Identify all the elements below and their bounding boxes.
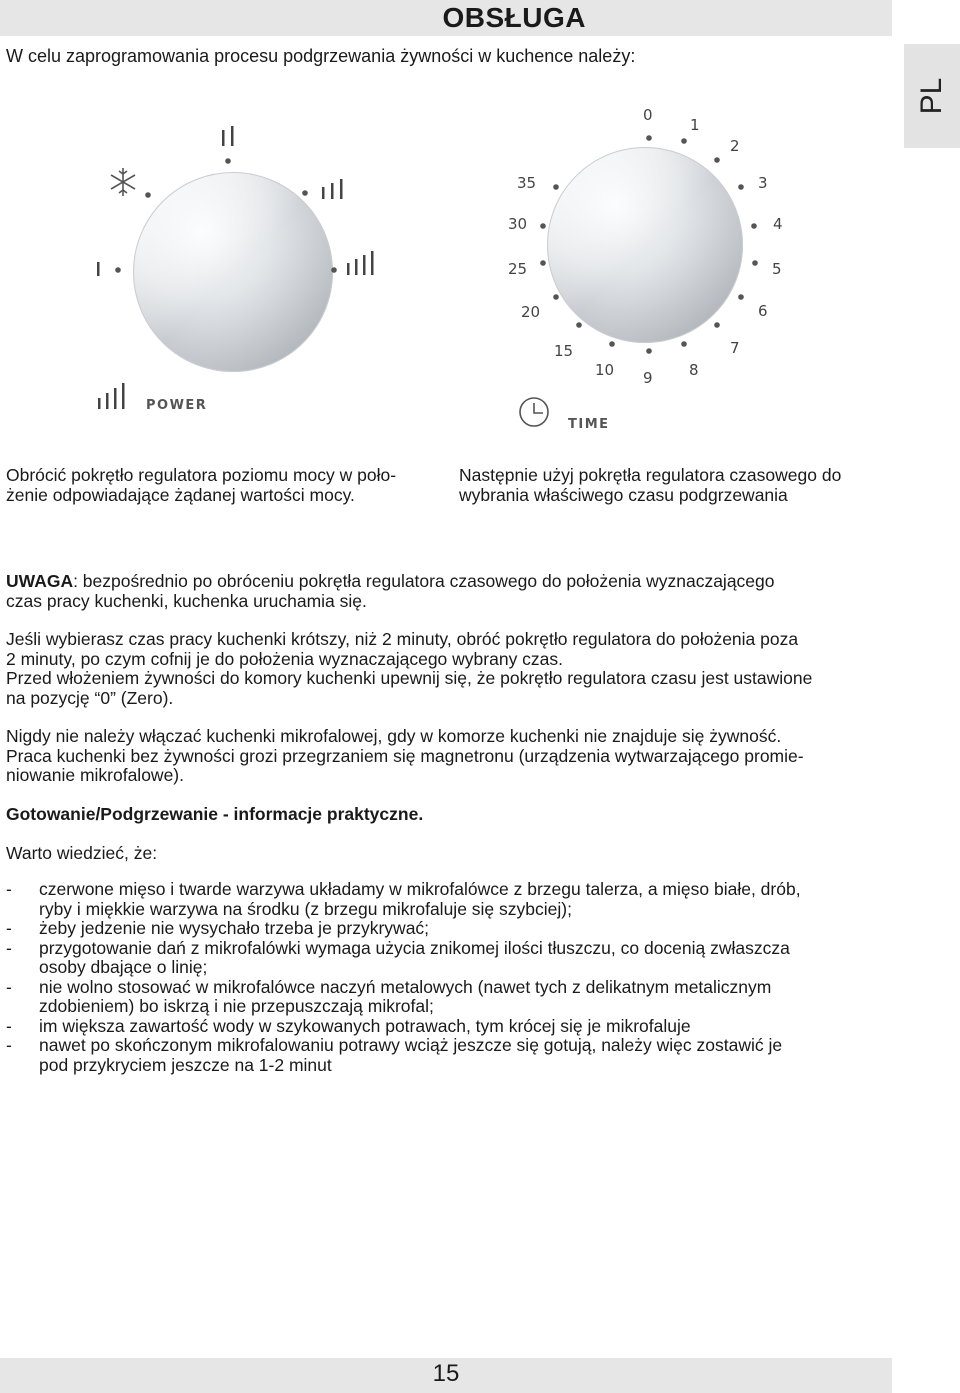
timer-mark: 0	[643, 106, 653, 124]
power-level-2-icon	[222, 126, 234, 146]
page-number: 15	[432, 1360, 460, 1387]
timer-mark: 4	[773, 215, 783, 233]
timer-mark: 8	[689, 361, 699, 379]
list-item	[6, 919, 906, 939]
list-item	[6, 939, 906, 978]
timer-mark: 2	[730, 137, 740, 155]
power-knob[interactable]	[133, 172, 333, 372]
list-item-text: zdobieniem) bo iskrzą i nie przepuszczają mikrofal;	[39, 996, 434, 1016]
list-bullet: -	[6, 976, 12, 997]
safety-paragraph: Nigdy nie należy włączać kuchenki mikrofalowej, gdy w komorze kuchenki nie znajduje się żywność. Praca kuchenki bez żywności grozi przegrzaniem się magnetronu (urządzenia wytwarzającego promie- niowanie mikrofalowe).	[6, 726, 804, 785]
timer-mark: 10	[595, 361, 615, 379]
list-item-text: osoby dbające o linię;	[39, 957, 208, 977]
power-level-4-icon	[347, 251, 374, 275]
short-time-paragraph: Jeśli wybierasz czas pracy kuchenki krótszy, niż 2 minuty, obróć pokrętło regulatora do położenia poza 2 minuty, po czym cofnij je do położenia wyznaczającego wybrany czas. Przed włożeniem żywności do komory kuchenki upewnij się, że pokrętło regulatora czasu jest ustawione na pozycję “0” (Zero).	[6, 629, 813, 708]
list-item-text: im większa zawartość wody w szykowanych potrawach, tym krócej się je mikrofaluje	[39, 1015, 691, 1036]
timer-mark: 25	[508, 260, 528, 278]
timer-knob[interactable]	[547, 147, 743, 343]
list-item	[6, 1036, 906, 1075]
timer-mark: 5	[772, 260, 782, 278]
list-item	[6, 1017, 906, 1037]
list-item	[6, 978, 906, 1017]
power-level-3-icon	[322, 179, 343, 199]
list-bullet: -	[6, 937, 12, 958]
control-knobs-illustration	[0, 96, 892, 446]
timer-mark: 6	[758, 302, 768, 320]
list-item-text: nie wolno stosować w mikrofalówce naczyń metalowych (nawet tych z delikatnym metalicznym	[39, 976, 772, 997]
list-item-text: pod przykryciem jeszcze na 1-2 minut	[39, 1054, 332, 1075]
language-tab	[904, 44, 960, 148]
snowflake-icon	[111, 168, 135, 196]
list-item-text: czerwone mięso i twarde warzywa układamy w mikrofalówce z brzegu talerza, a mięso białe, drób,	[39, 879, 801, 899]
warning-label: UWAGA	[6, 571, 74, 591]
timer-mark: 15	[554, 342, 574, 360]
list-item-text: żeby jedzenie nie wysychało trzeba je przykrywać;	[39, 918, 430, 938]
timer-mark: 3	[758, 174, 768, 192]
list-lead: Warto wiedzieć, że:	[6, 843, 158, 863]
timer-mark: 30	[508, 215, 528, 233]
timer-mark: 9	[643, 369, 653, 387]
clock-icon	[520, 398, 548, 426]
timer-mark: 7	[730, 339, 740, 357]
section-heading: Gotowanie/Podgrzewanie - informacje praktyczne.	[6, 804, 424, 824]
intro-text: W celu zaprogramowania procesu podgrzewania żywności w kuchence należy:	[6, 46, 636, 66]
list-bullet: -	[6, 1015, 12, 1036]
power-caption: Obrócić pokrętło regulatora poziomu mocy w poło- żenie odpowiadające żądanej wartości mocy.	[6, 465, 397, 505]
power-label: POWER	[146, 398, 208, 413]
list-bullet: -	[6, 918, 12, 938]
list-item	[6, 880, 906, 919]
timer-mark: 1	[690, 116, 700, 134]
power-level-low-icon	[97, 262, 100, 276]
page-title: OBSŁUGA	[442, 2, 586, 33]
power-level-icon	[98, 383, 125, 409]
list-item-text: przygotowanie dań z mikrofalówki wymaga użycia znikomej ilości tłuszczu, co docenią zwłaszcza	[39, 937, 790, 958]
list-bullet: -	[6, 1035, 12, 1055]
time-label: TIME	[568, 417, 610, 432]
language-label: PL	[915, 77, 948, 115]
list-item-text: nawet po skończonym mikrofalowaniu potrawy wciąż jeszcze się gotują, należy więc zostawić je	[39, 1035, 783, 1055]
timer-mark: 20	[521, 303, 541, 321]
list-bullet: -	[6, 879, 12, 899]
warning-paragraph: UWAGA: bezpośrednio po obróceniu pokrętła regulatora czasowego do położenia wyznaczającego czas pracy kuchenki, kuchenka uruchamia się.	[6, 571, 775, 611]
timer-mark: 35	[517, 174, 537, 192]
tips-list	[6, 880, 906, 1075]
list-item-text: ryby i miękkie warzywa na środku (z brzegu mikrofaluje się szybciej);	[39, 898, 572, 919]
timer-caption: Następnie użyj pokrętła regulatora czasowego do wybrania właściwego czasu podgrzewania	[459, 465, 842, 505]
